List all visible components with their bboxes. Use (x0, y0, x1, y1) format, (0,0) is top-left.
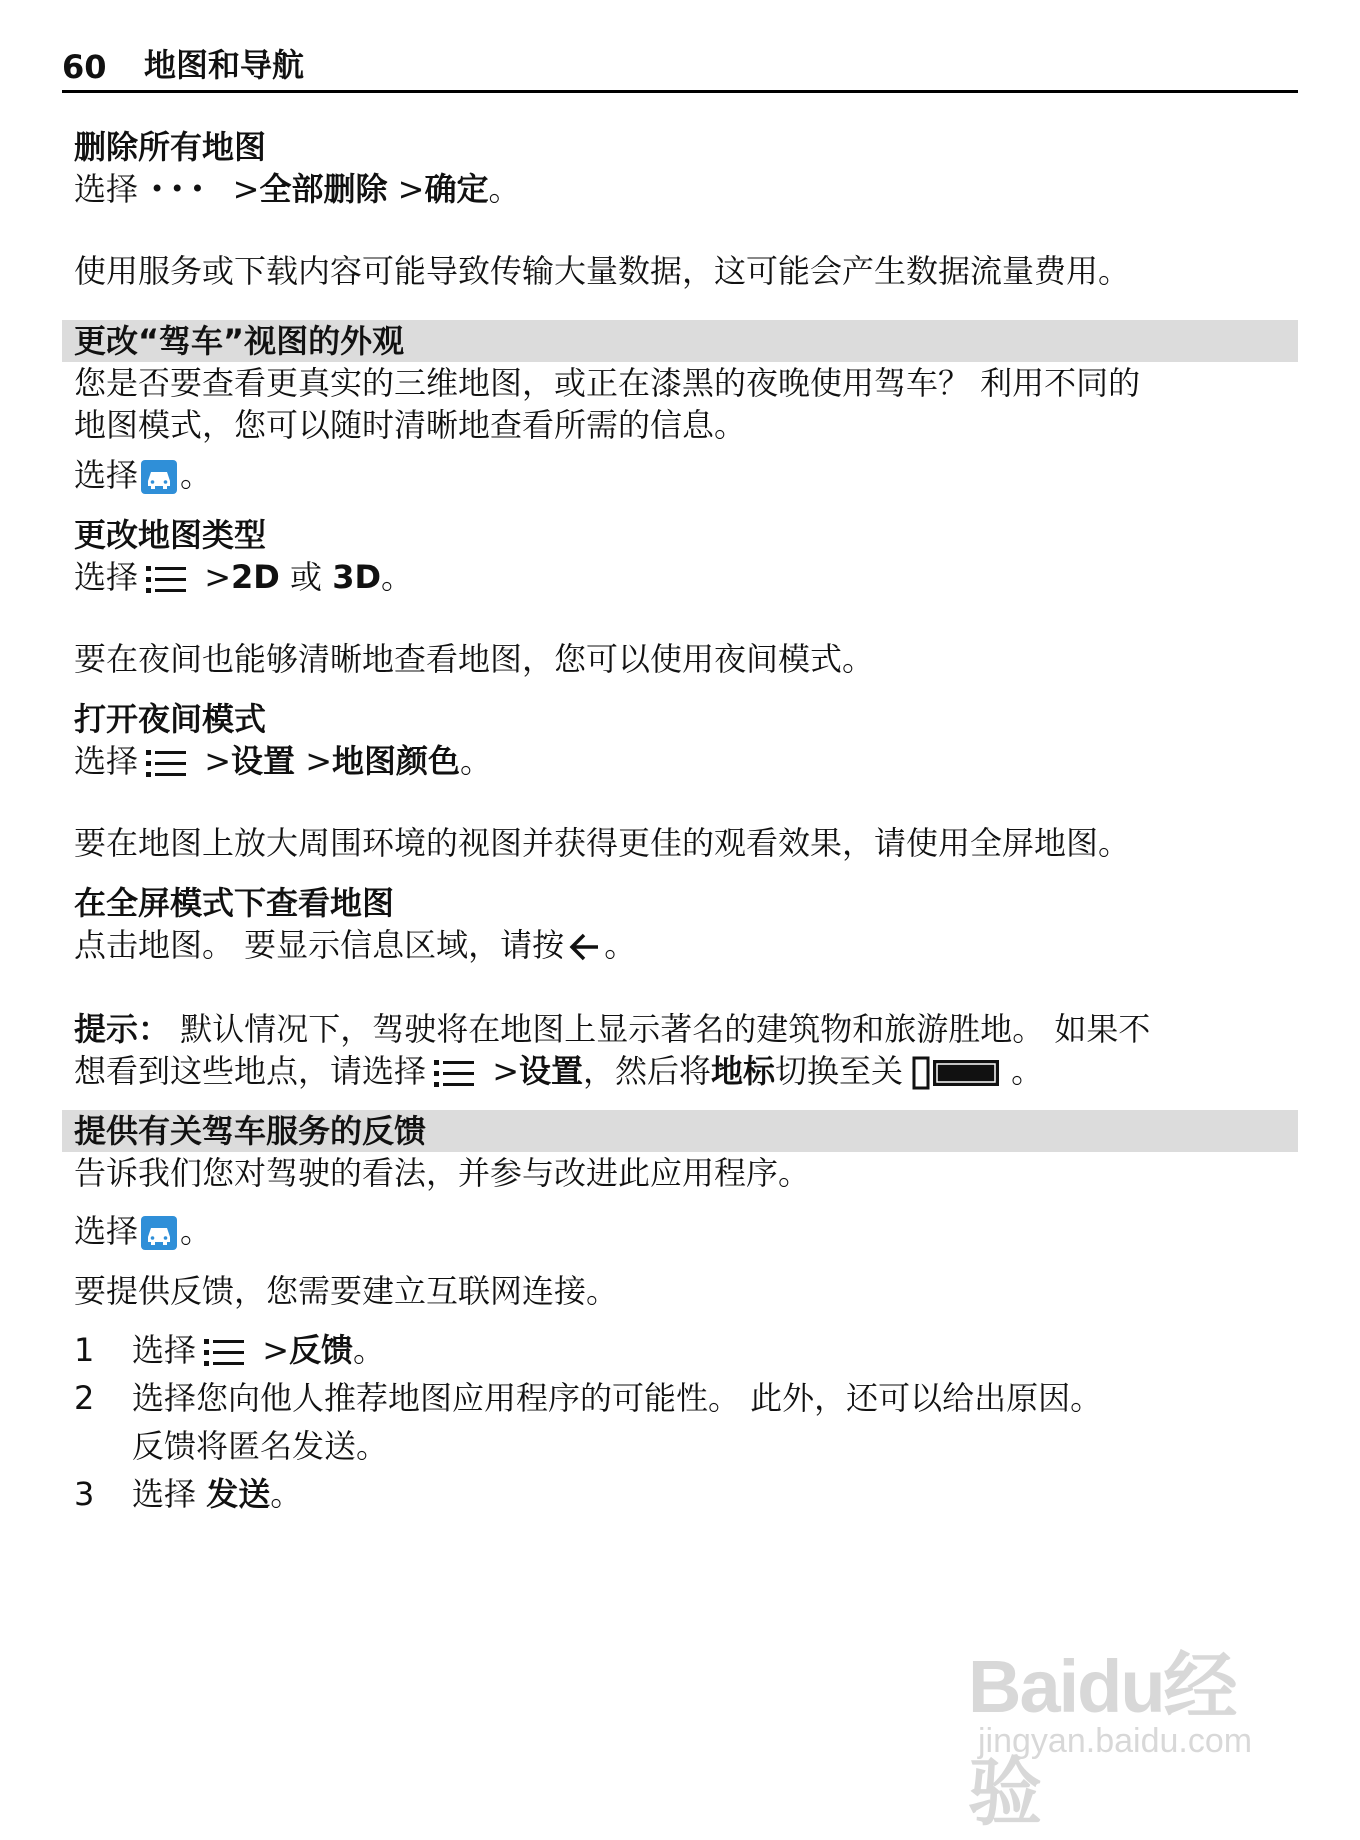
step-number: 2 (74, 1379, 95, 1417)
option-2d: 2D (231, 558, 280, 596)
punctuation: 。 (381, 558, 414, 596)
tip-label: 提示： (74, 1010, 171, 1048)
feedback-steps (74, 1326, 1290, 1518)
night-mode-note: 要在夜间也能够清晰地查看地图，您可以使用夜间模式。 (74, 640, 875, 678)
car-icon (140, 1215, 178, 1251)
menu-icon (432, 1053, 476, 1093)
text-select: 选择 (132, 1475, 207, 1513)
text-select: 选择 (74, 558, 139, 596)
section-title: 提供有关驾车服务的反馈 (74, 1112, 427, 1150)
option-map-colors: 地图颜色 (332, 742, 461, 780)
toggle-off-icon (911, 1055, 1003, 1091)
instruction-map-type (74, 556, 1290, 599)
back-arrow-icon (566, 929, 602, 965)
section-title: 更改“驾车”视图的外观 (74, 322, 405, 360)
instruction-night-mode (74, 740, 1290, 783)
list-item (74, 1374, 1290, 1470)
baidu-watermark (968, 1586, 1288, 1834)
tip-paragraph (74, 1008, 1290, 1093)
section-bar-feedback (62, 1110, 1298, 1152)
list-item (74, 1470, 1290, 1518)
separator: > (222, 170, 260, 208)
text-select: 选择 (74, 170, 139, 208)
separator: > (482, 1052, 519, 1090)
option-send: 发送 (206, 1475, 271, 1513)
step-number: 1 (74, 1331, 95, 1369)
fullscreen-text: 点击地图。 要显示信息区域，请按 (74, 926, 565, 964)
separator: > (252, 1331, 289, 1369)
fullscreen-note: 要在地图上放大周围环境的视图并获得更佳的观看效果，请使用全屏地图。 (74, 824, 1131, 862)
data-cost-note: 使用服务或下载内容可能导致传输大量数据，这可能会产生数据流量费用。 (74, 252, 1131, 290)
feedback-intro: 告诉我们您对驾驶的看法，并参与改进此应用程序。 (74, 1154, 811, 1192)
heading-change-map-type: 更改地图类型 (74, 516, 267, 554)
watermark-url: jingyan.baidu.com (978, 1722, 1253, 1760)
tip-line: 想看到这些地点，请选择 (74, 1052, 427, 1090)
internet-note: 要提供反馈，您需要建立互联网连接。 (74, 1272, 619, 1310)
separator: > (295, 742, 332, 780)
heading-night-mode: 打开夜间模式 (74, 700, 267, 738)
menu-icon (144, 559, 188, 599)
punctuation: 。 (270, 1475, 303, 1513)
text-select: 选择 (74, 742, 139, 780)
option-feedback: 反馈 (289, 1331, 354, 1369)
car-icon (140, 459, 178, 495)
menu-icon (144, 743, 188, 783)
instruction-delete-all (74, 168, 1290, 210)
intro-line: 您是否要查看更真实的三维地图，或正在漆黑的夜晚使用驾车？ 利用不同的 (74, 364, 1141, 402)
separator: > (387, 170, 425, 208)
page-header (62, 42, 1298, 93)
punctuation: 。 (180, 1212, 213, 1250)
select-drive-instruction (74, 1210, 1290, 1252)
intro-line: 地图模式，您可以随时清晰地查看所需的信息。 (74, 406, 747, 444)
text-or: 或 (279, 558, 333, 596)
heading-delete-all-maps: 删除所有地图 (74, 128, 267, 166)
punctuation: 。 (488, 170, 521, 208)
menu-icon (202, 1332, 246, 1372)
tip-text: 切换至关 (775, 1052, 904, 1090)
separator: > (194, 742, 231, 780)
list-item (74, 1326, 1290, 1374)
punctuation: 。 (460, 742, 493, 780)
chapter-title: 地图和导航 (144, 46, 305, 84)
section-bar-drive-view (62, 320, 1298, 362)
page-number: 60 (62, 48, 107, 86)
step-number: 3 (74, 1475, 95, 1513)
tip-text: ，然后将 (583, 1052, 712, 1090)
text-select: 选择 (74, 1212, 139, 1250)
drive-view-intro (74, 362, 1290, 446)
text-select: 选择 (132, 1331, 197, 1369)
punctuation: 。 (353, 1331, 386, 1369)
punctuation: 。 (180, 456, 213, 494)
option-settings: 设置 (231, 742, 296, 780)
punctuation: 。 (604, 926, 637, 964)
step-text: 反馈将匿名发送。 (132, 1427, 389, 1465)
option-landmarks: 地标 (711, 1052, 776, 1090)
step-text: 选择您向他人推荐地图应用程序的可能性。 此外，还可以给出原因。 (132, 1379, 1103, 1417)
watermark-logo-text: Baidu经验 (968, 1645, 1236, 1834)
heading-fullscreen: 在全屏模式下查看地图 (74, 884, 395, 922)
option-delete-all: 全部删除 (259, 170, 388, 208)
tip-line: 默认情况下，驾驶将在地图上显示著名的建筑物和旅游胜地。 如果不 (170, 1010, 1151, 1048)
select-drive-instruction (74, 454, 1290, 496)
text-select: 选择 (74, 456, 139, 494)
option-3d: 3D (332, 558, 382, 596)
instruction-fullscreen (74, 924, 1290, 966)
option-confirm: 确定 (424, 170, 489, 208)
option-settings: 设置 (519, 1052, 584, 1090)
more-dots-icon: ••• (150, 175, 211, 203)
punctuation: 。 (1011, 1052, 1044, 1090)
separator: > (194, 558, 231, 596)
